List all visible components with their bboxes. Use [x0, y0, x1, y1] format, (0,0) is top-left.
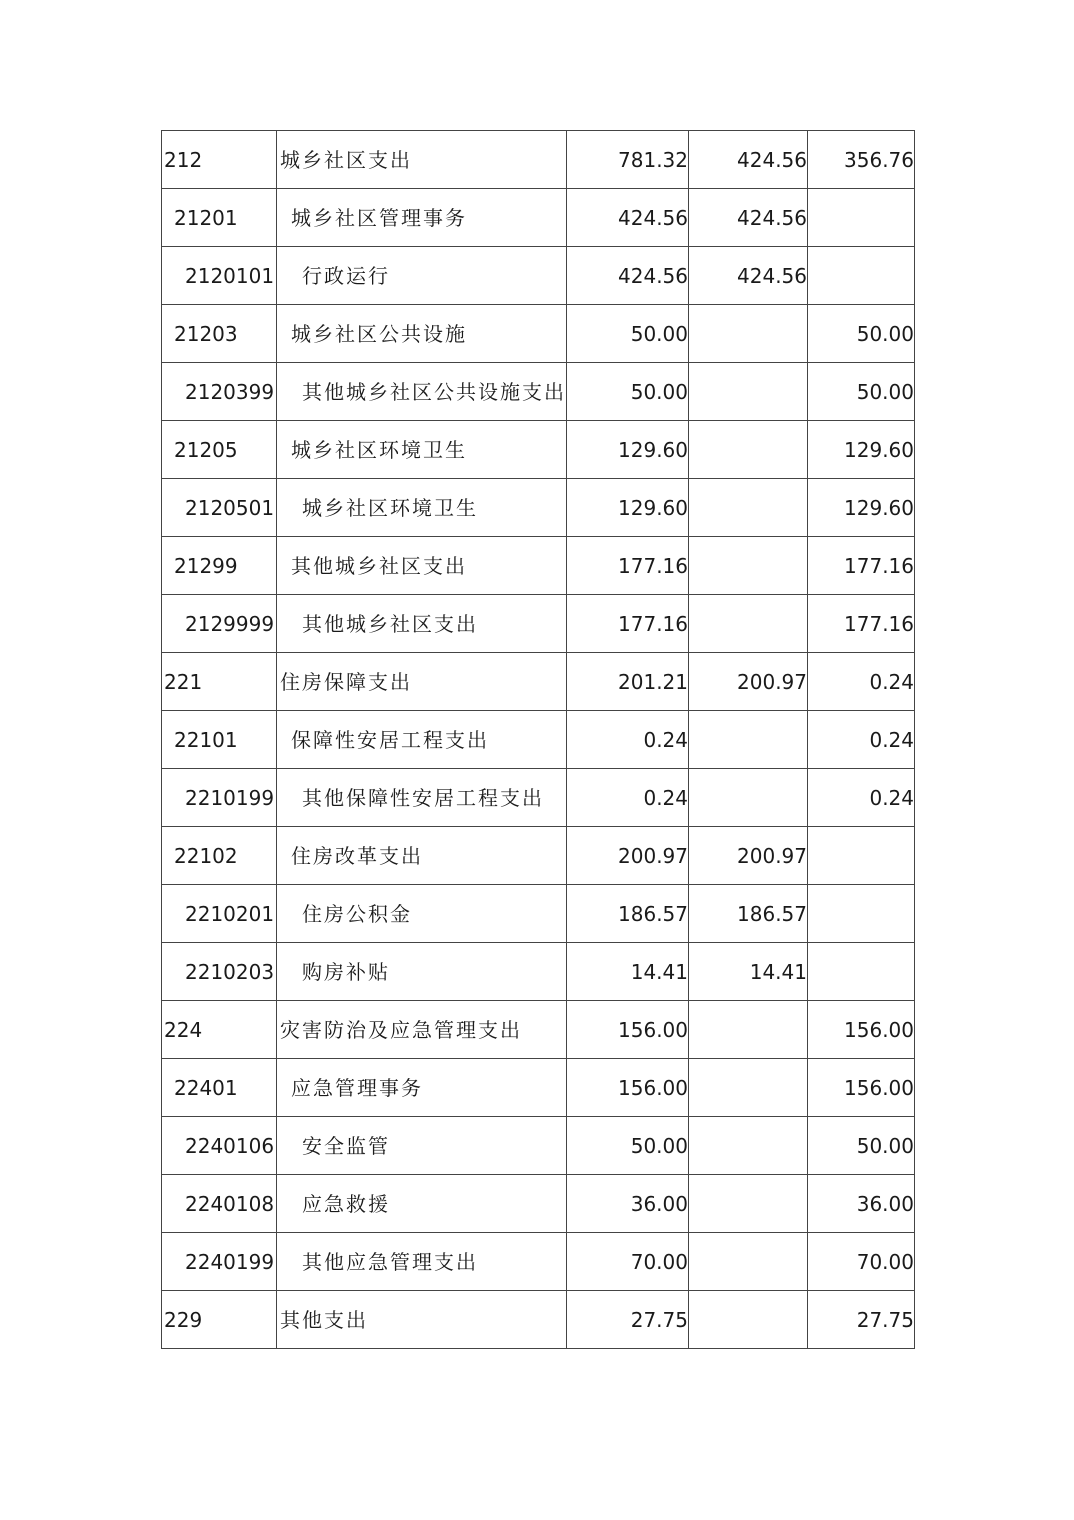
item-name-cell: 住房改革支出: [277, 827, 567, 885]
total-amount-cell: 27.75: [567, 1291, 689, 1349]
classification-code-cell: 2210199: [162, 769, 277, 827]
item-name-cell: 城乡社区环境卫生: [277, 421, 567, 479]
item-name-cell: 安全监管: [277, 1117, 567, 1175]
project-expenditure-cell: [808, 885, 915, 943]
item-name-cell: 住房保障支出: [277, 653, 567, 711]
table-row: [162, 131, 915, 189]
classification-code-cell: 224: [162, 1001, 277, 1059]
total-amount-cell: 177.16: [567, 537, 689, 595]
basic-expenditure-cell: [689, 479, 808, 537]
classification-code-cell: 229: [162, 1291, 277, 1349]
basic-expenditure-cell: [689, 769, 808, 827]
classification-code-cell: 2240106: [162, 1117, 277, 1175]
classification-code-cell: 221: [162, 653, 277, 711]
classification-code-cell: 21203: [162, 305, 277, 363]
total-amount-cell: 177.16: [567, 595, 689, 653]
total-amount-cell: 0.24: [567, 769, 689, 827]
project-expenditure-cell: [808, 943, 915, 1001]
total-amount-cell: 14.41: [567, 943, 689, 1001]
basic-expenditure-cell: 200.97: [689, 827, 808, 885]
table-row: [162, 1175, 915, 1233]
total-amount-cell: 129.60: [567, 421, 689, 479]
total-amount-cell: 200.97: [567, 827, 689, 885]
project-expenditure-cell: 177.16: [808, 537, 915, 595]
basic-expenditure-cell: [689, 595, 808, 653]
item-name-cell: 其他支出: [277, 1291, 567, 1349]
classification-code-cell: 2129999: [162, 595, 277, 653]
project-expenditure-cell: [808, 827, 915, 885]
basic-expenditure-cell: [689, 1233, 808, 1291]
total-amount-cell: 156.00: [567, 1001, 689, 1059]
item-name-cell: 城乡社区管理事务: [277, 189, 567, 247]
table-row: [162, 1059, 915, 1117]
item-name-cell: 应急管理事务: [277, 1059, 567, 1117]
total-amount-cell: 0.24: [567, 711, 689, 769]
item-name-cell: 灾害防治及应急管理支出: [277, 1001, 567, 1059]
project-expenditure-cell: 50.00: [808, 363, 915, 421]
project-expenditure-cell: 0.24: [808, 711, 915, 769]
project-expenditure-cell: 129.60: [808, 421, 915, 479]
classification-code-cell: 212: [162, 131, 277, 189]
classification-code-cell: 2240108: [162, 1175, 277, 1233]
total-amount-cell: 156.00: [567, 1059, 689, 1117]
classification-code-cell: 22101: [162, 711, 277, 769]
classification-code-cell: 2210201: [162, 885, 277, 943]
basic-expenditure-cell: [689, 421, 808, 479]
basic-expenditure-cell: [689, 711, 808, 769]
table-row: [162, 1233, 915, 1291]
basic-expenditure-cell: [689, 1291, 808, 1349]
item-name-cell: 应急救援: [277, 1175, 567, 1233]
total-amount-cell: 50.00: [567, 1117, 689, 1175]
table-row: [162, 943, 915, 1001]
table-row: [162, 1117, 915, 1175]
project-expenditure-cell: 356.76: [808, 131, 915, 189]
table-body: [162, 131, 915, 1349]
item-name-cell: 其他应急管理支出: [277, 1233, 567, 1291]
project-expenditure-cell: 50.00: [808, 305, 915, 363]
basic-expenditure-cell: 14.41: [689, 943, 808, 1001]
total-amount-cell: 50.00: [567, 305, 689, 363]
item-name-cell: 城乡社区公共设施: [277, 305, 567, 363]
table-row: [162, 653, 915, 711]
table-row: [162, 885, 915, 943]
table-row: [162, 1291, 915, 1349]
project-expenditure-cell: 50.00: [808, 1117, 915, 1175]
item-name-cell: 城乡社区支出: [277, 131, 567, 189]
basic-expenditure-cell: [689, 537, 808, 595]
item-name-cell: 保障性安居工程支出: [277, 711, 567, 769]
total-amount-cell: 424.56: [567, 247, 689, 305]
basic-expenditure-cell: 200.97: [689, 653, 808, 711]
basic-expenditure-cell: [689, 1175, 808, 1233]
project-expenditure-cell: [808, 247, 915, 305]
classification-code-cell: 2120399: [162, 363, 277, 421]
total-amount-cell: 70.00: [567, 1233, 689, 1291]
item-name-cell: 住房公积金: [277, 885, 567, 943]
project-expenditure-cell: 0.24: [808, 653, 915, 711]
project-expenditure-cell: [808, 189, 915, 247]
classification-code-cell: 2240199: [162, 1233, 277, 1291]
classification-code-cell: 21205: [162, 421, 277, 479]
table-row: [162, 827, 915, 885]
table-row: [162, 595, 915, 653]
project-expenditure-cell: 36.00: [808, 1175, 915, 1233]
basic-expenditure-cell: 424.56: [689, 247, 808, 305]
basic-expenditure-cell: 424.56: [689, 189, 808, 247]
item-name-cell: 购房补贴: [277, 943, 567, 1001]
classification-code-cell: 21299: [162, 537, 277, 595]
basic-expenditure-cell: [689, 363, 808, 421]
basic-expenditure-cell: 186.57: [689, 885, 808, 943]
table-row: [162, 247, 915, 305]
total-amount-cell: 424.56: [567, 189, 689, 247]
basic-expenditure-cell: [689, 1059, 808, 1117]
classification-code-cell: 2120501: [162, 479, 277, 537]
basic-expenditure-cell: [689, 305, 808, 363]
project-expenditure-cell: 0.24: [808, 769, 915, 827]
project-expenditure-cell: 129.60: [808, 479, 915, 537]
classification-code-cell: 21201: [162, 189, 277, 247]
table-row: [162, 537, 915, 595]
table-row: [162, 769, 915, 827]
project-expenditure-cell: 156.00: [808, 1001, 915, 1059]
table-row: [162, 305, 915, 363]
basic-expenditure-cell: [689, 1001, 808, 1059]
total-amount-cell: 36.00: [567, 1175, 689, 1233]
table-row: [162, 189, 915, 247]
item-name-cell: 行政运行: [277, 247, 567, 305]
basic-expenditure-cell: [689, 1117, 808, 1175]
total-amount-cell: 129.60: [567, 479, 689, 537]
project-expenditure-cell: 27.75: [808, 1291, 915, 1349]
item-name-cell: 其他城乡社区公共设施支出: [277, 363, 567, 421]
project-expenditure-cell: 177.16: [808, 595, 915, 653]
project-expenditure-cell: 156.00: [808, 1059, 915, 1117]
classification-code-cell: 2120101: [162, 247, 277, 305]
total-amount-cell: 50.00: [567, 363, 689, 421]
table-row: [162, 363, 915, 421]
table-row: [162, 1001, 915, 1059]
budget-expenditure-table: [161, 130, 915, 1349]
item-name-cell: 其他城乡社区支出: [277, 595, 567, 653]
item-name-cell: 其他保障性安居工程支出: [277, 769, 567, 827]
classification-code-cell: 22401: [162, 1059, 277, 1117]
table-row: [162, 479, 915, 537]
table-row: [162, 421, 915, 479]
item-name-cell: 城乡社区环境卫生: [277, 479, 567, 537]
total-amount-cell: 186.57: [567, 885, 689, 943]
total-amount-cell: 201.21: [567, 653, 689, 711]
item-name-cell: 其他城乡社区支出: [277, 537, 567, 595]
project-expenditure-cell: 70.00: [808, 1233, 915, 1291]
classification-code-cell: 22102: [162, 827, 277, 885]
table-row: [162, 711, 915, 769]
classification-code-cell: 2210203: [162, 943, 277, 1001]
total-amount-cell: 781.32: [567, 131, 689, 189]
basic-expenditure-cell: 424.56: [689, 131, 808, 189]
